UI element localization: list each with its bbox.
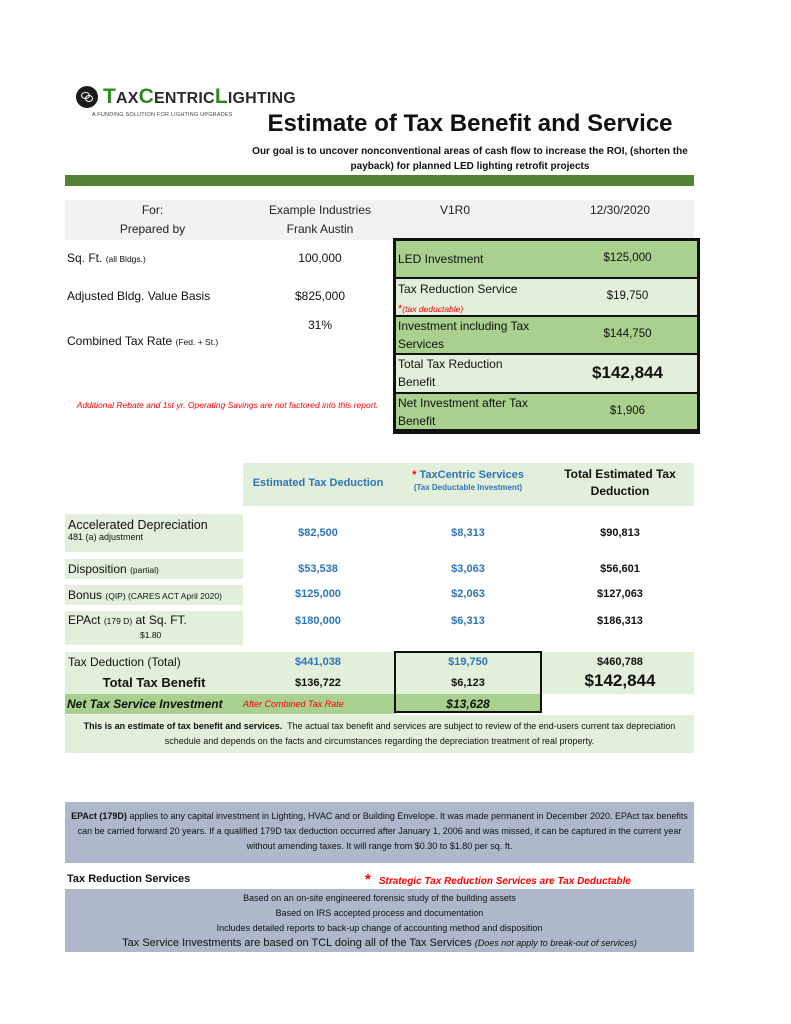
net-service-tcs: $13,628 (446, 697, 490, 711)
cell-tcs: $2,063 (451, 588, 485, 600)
table-row-label: Disposition (partial) (65, 559, 243, 579)
services-list (65, 889, 694, 952)
summary-row-net-investment (395, 393, 698, 430)
deduction-total-est: $441,038 (295, 656, 341, 668)
tax-rate-label: Combined Tax Rate (Fed. + St.) (67, 334, 219, 348)
header-divider (65, 175, 694, 186)
cell-total: $90,813 (600, 527, 640, 539)
table-row-label: Accelerated Depreciation 481 (a) adjustment (65, 514, 243, 552)
for-label-cell (65, 201, 240, 239)
benefit-total-total: $142,844 (584, 671, 656, 690)
report-date: 12/30/2020 (589, 203, 651, 217)
rebate-note: Additional Rebate and 1st yr. Operating Savings are not factored into this report. (76, 400, 379, 410)
benefit-total-est: $136,722 (295, 677, 341, 689)
cell-total: $127,063 (597, 588, 643, 600)
sqft-value: 100,000 (298, 251, 342, 265)
benefit-total-tcs: $6,123 (451, 677, 485, 689)
table-row-label: EPAct (179 D) at Sq. FT. $1.80 (65, 611, 243, 645)
summary-value: $1,906 (609, 405, 646, 417)
version: V1R0 (439, 203, 471, 217)
cell-est: $53,538 (298, 563, 338, 575)
basis-label: Adjusted Bldg. Value Basis (67, 289, 211, 303)
cell-est: $125,000 (295, 588, 341, 600)
cell-total: $56,601 (600, 563, 640, 575)
services-line: Based on an on-site engineered forensic study of the building assets (243, 893, 516, 903)
brand-name: TAXCENTRICLIGHTING (103, 85, 296, 108)
summary-label: Tax Reduction Service (398, 282, 518, 296)
services-line: Tax Service Investments are based on TCL doing all of the Tax Services (Does not apply to break-out of services) (122, 937, 637, 949)
cell-tcs: $8,313 (451, 527, 485, 539)
services-line: Based on IRS accepted process and documentation (275, 908, 484, 918)
prepared-by-label: Prepared by (119, 222, 186, 236)
summary-row-total-benefit (395, 354, 698, 393)
basis-value: $825,000 (294, 289, 346, 303)
benefit-total-label: Total Tax Benefit (102, 675, 206, 690)
cell-tcs: $6,313 (451, 615, 485, 627)
table-row-label: Bonus (QIP) (CARES ACT April 2020) (65, 585, 243, 605)
tax-deductable-note: *(tax deductable) (398, 303, 464, 315)
sqft-label: Sq. Ft. (all Bldgs.) (67, 251, 146, 265)
cell-total: $186,313 (597, 615, 643, 627)
tax-rate-value: 31% (307, 318, 333, 332)
client-cell (240, 201, 400, 239)
services-line: Includes detailed reports to back-up change of accounting method and disposition (216, 923, 543, 933)
preparer-name: Frank Austin (286, 222, 354, 236)
disclaimer: This is an estimate of tax benefit and services. The actual tax benefit and services are subject to review of the end-users current tax depreciation schedule and depends on the facts and circumstances regarding the depreciation treatment of real property. (65, 715, 694, 753)
summary-row-tax-service (395, 278, 698, 316)
services-title: Tax Reduction Services (67, 873, 191, 885)
net-service-note: After Combined Tax Rate (243, 699, 344, 709)
page-subtitle: Our goal is to uncover nonconventional areas of cash flow to increase the ROI, (shorten the payback) for planned LED lighting retrofit projects (252, 146, 688, 172)
summary-row-led-investment (395, 240, 698, 278)
deduction-total-tcs: $19,750 (448, 656, 488, 668)
summary-label: Net Investment after Tax Benefit (398, 396, 528, 428)
summary-value: $144,750 (603, 328, 652, 340)
epact-note: EPAct (179D) applies to any capital investment in Lighting, HVAC and or Building Envelope. It was made permanent in December 2020. EPAct tax benefits can be carried forward 20 years. If a qualified 179D tax deduction occurred after January 1, 2006 and was missed, it can be captured in the current year without amending taxes. It will range from $0.30 to $1.80 per sq. ft. (65, 802, 694, 863)
col-header-estimated: Estimated Tax Deduction (252, 477, 384, 489)
cell-est: $82,500 (298, 527, 338, 539)
summary-label: Investment including Tax Services (398, 319, 530, 351)
col-header-taxcentric: * TaxCentric Services (Tax Deductable Investment) (412, 469, 524, 492)
summary-value: $142,844 (592, 363, 663, 382)
chat-bubbles-icon (76, 86, 98, 108)
summary-value: $19,750 (606, 290, 649, 302)
summary-label: LED Investment (398, 252, 484, 266)
cell-tcs: $3,063 (451, 563, 485, 575)
cell-est: $180,000 (295, 615, 341, 627)
summary-value: $125,000 (603, 252, 652, 264)
brand-tagline: A FUNDING SOLUTION FOR LIGHTING UPGRADES (92, 112, 233, 118)
deduction-total-label: Tax Deduction (Total) (68, 655, 181, 669)
col-header-total: Total Estimated Tax Deduction (564, 467, 676, 498)
summary-row-investment-incl (395, 316, 698, 354)
for-label: For: (141, 203, 164, 217)
deduction-total-total: $460,788 (597, 656, 643, 668)
page-title: Estimate of Tax Benefit and Service (267, 110, 673, 137)
brand-logo (76, 84, 296, 110)
services-note: * Strategic Tax Reduction Services are Tax Deductable (365, 871, 631, 888)
net-service-label: Net Tax Service Investment (67, 697, 223, 711)
summary-box (393, 238, 700, 434)
client-name: Example Industries (268, 203, 372, 217)
summary-label: Total Tax Reduction Benefit (398, 357, 503, 389)
